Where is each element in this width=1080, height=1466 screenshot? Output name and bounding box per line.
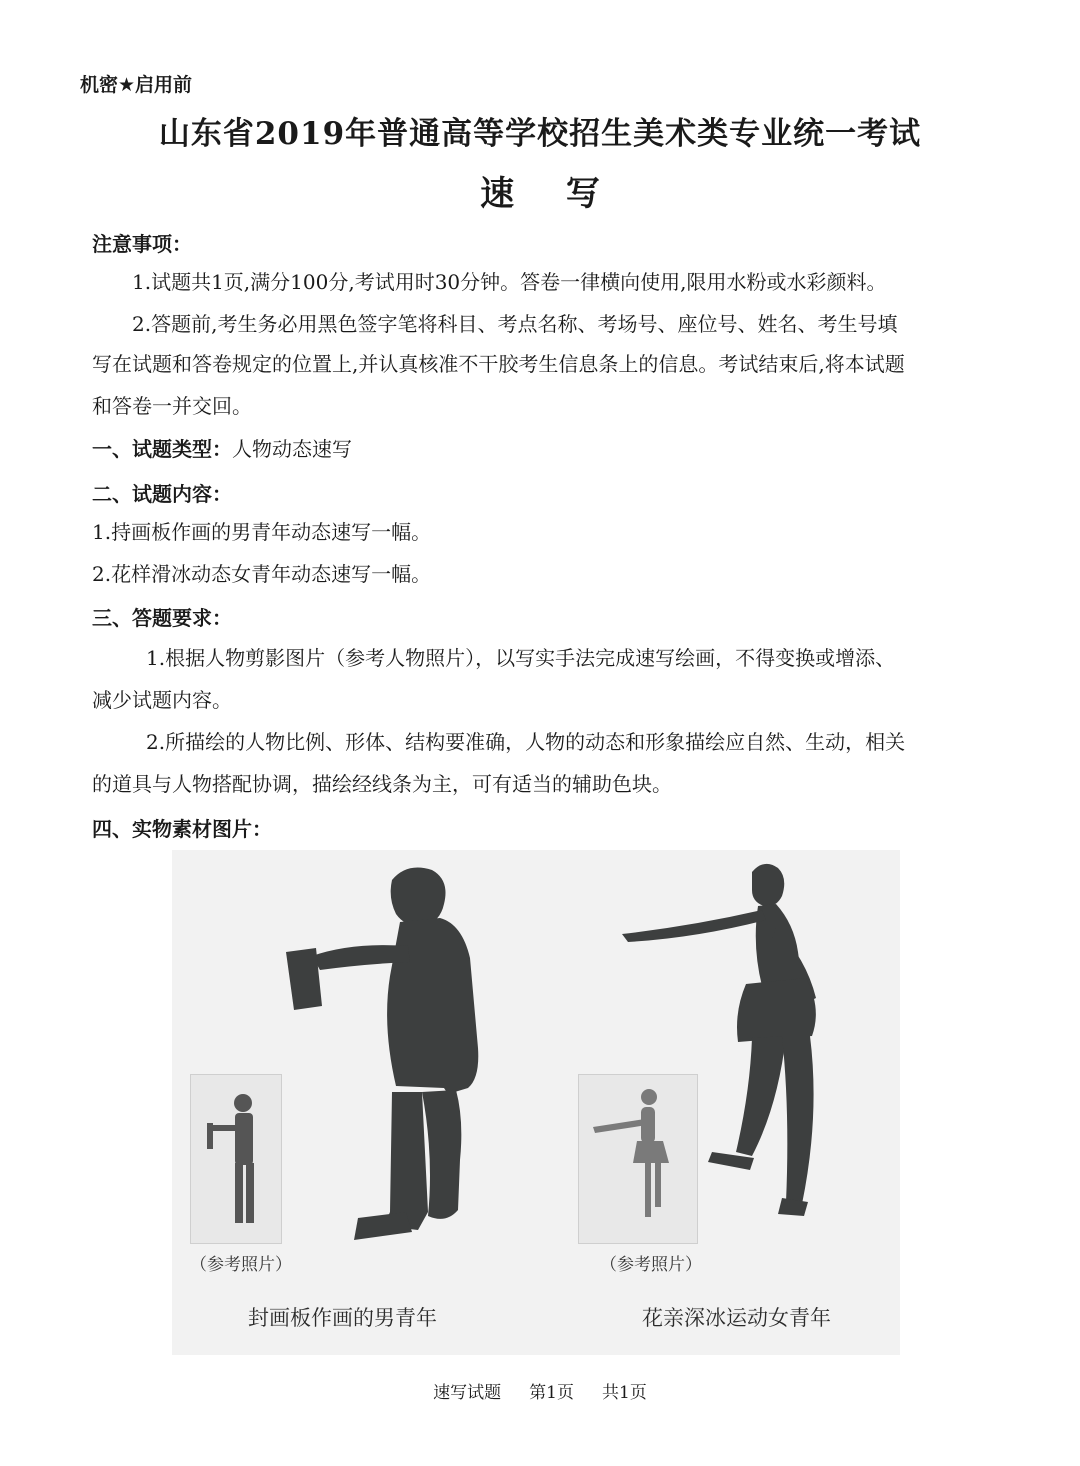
note-item-2-line-2: 写在试题和答卷规定的位置上,并认真核准不干胶考生信息条上的信息。考试结束后,将本试题 [92, 352, 905, 376]
male-reference-photo [190, 1074, 282, 1244]
section-3-item-1-line-2: 减少试题内容。 [92, 688, 232, 712]
confidential-label: 机密★启用前 [80, 74, 193, 96]
section-4-heading: 四、实物素材图片： [92, 817, 272, 841]
notes-heading: 注意事项： [92, 232, 192, 256]
female-silhouette [612, 858, 862, 1236]
male-silhouette [272, 860, 502, 1252]
section-3-item-2-line-1: 2.所描绘的人物比例、形体、结构要准确，人物的动态和形象描绘应自然、生动，相关 [146, 730, 906, 754]
female-caption: 花亲深冰运动女青年 [642, 1306, 831, 1330]
section-1-heading: 一、试题类型： [92, 437, 232, 461]
note-item-2-line-3: 和答卷一并交回。 [92, 394, 252, 418]
male-caption: 封画板作画的男青年 [248, 1306, 437, 1330]
exam-title: 山东省2019年普通高等学校招生美术类专业统一考试 [158, 116, 922, 152]
section-2-heading: 二、试题内容： [92, 482, 232, 506]
section-1 [92, 433, 352, 462]
note-item-2-line-1: 2.答题前,考生务必用黑色签字笔将科目、考点名称、考场号、座位号、姓名、考生号填 [132, 312, 898, 336]
reference-figure [172, 850, 900, 1355]
section-2-item-2: 2.花样滑冰动态女青年动态速写一幅。 [92, 562, 432, 586]
footer-exam-name: 速写试题 [433, 1383, 502, 1403]
section-1-text: 人物动态速写 [232, 437, 352, 461]
section-3-heading: 三、答题要求： [92, 606, 232, 630]
female-reference-label: （参考照片） [600, 1255, 702, 1275]
male-reference-label: （参考照片） [190, 1255, 292, 1275]
footer-total-pages: 共1页 [602, 1383, 647, 1403]
section-2-item-1: 1.持画板作画的男青年动态速写一幅。 [92, 520, 432, 544]
section-3-item-2-line-2: 的道具与人物搭配协调，描绘经线条为主，可有适当的辅助色块。 [92, 772, 672, 796]
note-item-1: 1.试题共1页,满分100分,考试用时30分钟。答卷一律横向使用,限用水粉或水彩颜料。 [132, 270, 887, 294]
exam-subject: 速 写 [480, 174, 620, 214]
section-3-item-1-line-1: 1.根据人物剪影图片（参考人物照片），以写实手法完成速写绘画，不得变换或增添、 [146, 646, 896, 670]
footer-page-number: 第1页 [529, 1383, 574, 1403]
page-footer [0, 1378, 1080, 1403]
